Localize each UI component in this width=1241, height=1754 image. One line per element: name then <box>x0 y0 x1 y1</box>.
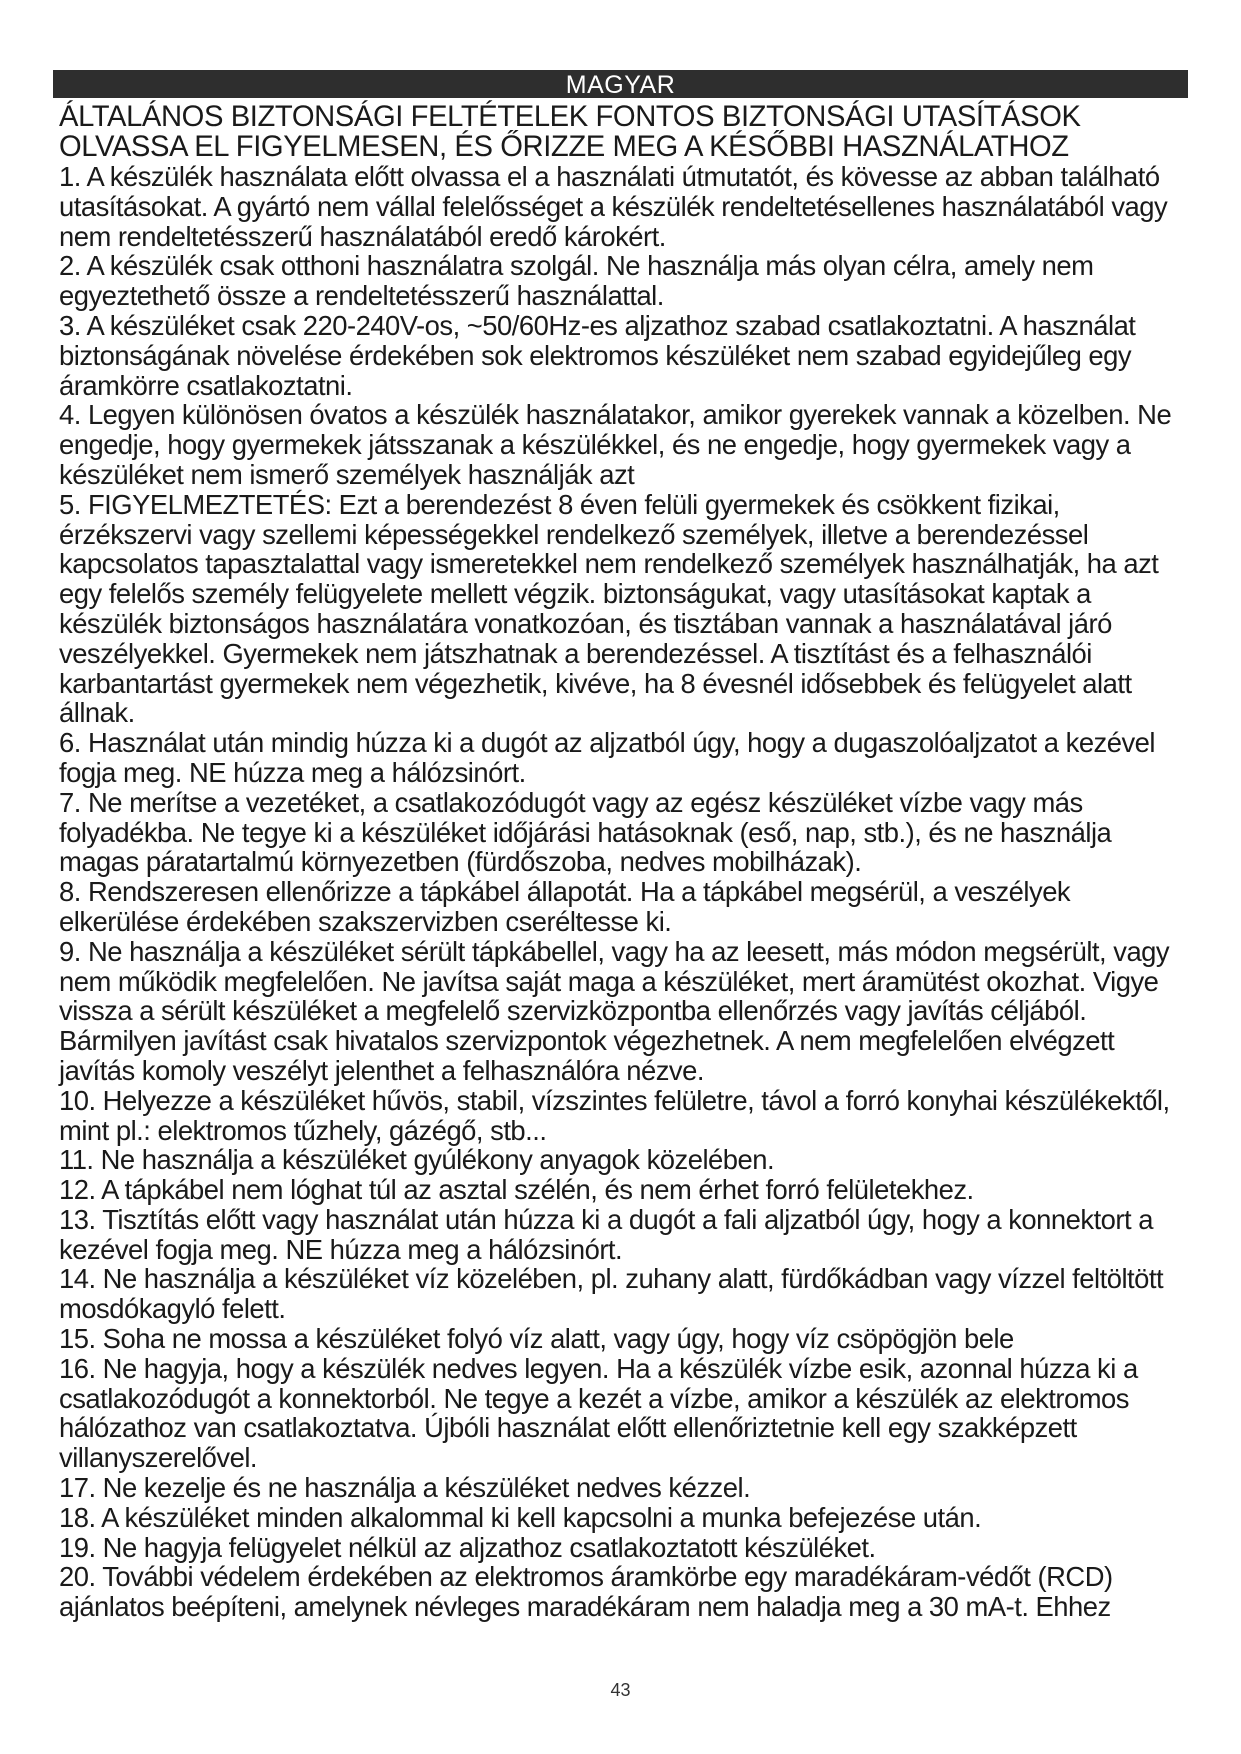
instruction-item-18: 18. A készüléket minden alkalommal ki kell kapcsolni a munka befejezése után. <box>59 1501 982 1533</box>
instruction-list <box>59 162 1193 1622</box>
instruction-item-7: 7. Ne merítse a vezetéket, a csatlakozódugót vagy az egész készüléket vízbe vagy más folyadékba. Ne tegye ki a készüléket időjárási hatásoknak (eső, nap, stb.), és ne használja magas páratartalmú környezetben (fürdőszoba, nedves mobilházak). <box>59 786 1112 878</box>
instruction-item-5: 5. FIGYELMEZTETÉS: Ezt a berendezést 8 éven felüli gyermekek és csökkent fizikai, érzékszervi vagy szellemi képességekkel rendelkező személyek, illetve a berendezéssel kapcsolatos tapasztalattal vagy ismeretekkel nem rendelkező személyek használhatják, ha azt egy felelős személy felügyelete mellett végzik. biztonságukat, vagy utasításokat kaptak a készülék biztonságos használatára vonatkozóan, és tisztában vannak a használatával járó veszélyekkel. Gyermekek nem játszhatnak a berendezéssel. A tisztítást és a felhasználói karbantartást gyermekek nem végezhetik, kivéve, ha 8 évesnél idősebbek és felügyelet alatt állnak. <box>59 488 1159 729</box>
instruction-item-15: 15. Soha ne mossa a készüléket folyó víz alatt, vagy úgy, hogy víz csöpögjön bele <box>59 1323 1014 1355</box>
instruction-item-20: 20. További védelem érdekében az elektromos áramkörbe egy maradékáram-védőt (RCD) ajánlatos beépíteni, amelynek névleges maradékáram nem haladja meg a 30 mA-t. Ehhez <box>59 1561 1113 1623</box>
instruction-item-6: 6. Használat után mindig húzza ki a dugót az aljzatból úgy, hogy a dugaszolóaljzatot a kezével fogja meg. NE húzza meg a hálózsinórt. <box>59 727 1155 788</box>
language-header-bar: MAGYAR <box>53 70 1188 98</box>
instruction-item-11: 11. Ne használja a készüléket gyúlékony anyagok közelében. <box>59 1144 775 1176</box>
instruction-item-10: 10. Helyezze a készüléket hűvös, stabil, vízszintes felületre, távol a forró konyhai készülékektől, mint pl.: elektromos tűzhely, gázégő, stb... <box>59 1084 1170 1146</box>
instruction-item-2: 2. A készülék csak otthoni használatra szolgál. Ne használja más olyan célra, amely nem egyeztethető össze a rendeltetésszerű használattal. <box>59 250 1094 312</box>
instruction-item-9: 9. Ne használja a készüléket sérült tápkábellel, vagy ha az leesett, más módon megsérült, vagy nem működik megfelelően. Ne javítsa saját maga a készüléket, mert áramütést okozhat. Vigye vissza a sérült készüléket a megfelelő szervizközpontba ellenőrzés vagy javítás céljából. Bármilyen javítást csak hivatalos szervizpontok végezhetnek. A nem megfelelően elvégzett javítás komoly veszélyt jelenthet a felhasználóra nézve. <box>59 935 1170 1086</box>
instruction-item-8: 8. Rendszeresen ellenőrizze a tápkábel állapotát. Ha a tápkábel megsérül, a veszélyek elkerülése érdekében szakszervizben cseréltesse ki. <box>59 876 1071 937</box>
instruction-item-16: 16. Ne hagyja, hogy a készülék nedves legyen. Ha a készülék vízbe esik, azonnal húzza ki a csatlakozódugót a konnektorból. Ne tegye a kezét a vízbe, amikor a készülék az elektromos hálózathoz van csatlakoztatva. Újbóli használat előtt ellenőriztetnie kell egy szakképzett villanyszerelővel. <box>59 1352 1138 1474</box>
section-title: ÁLTALÁNOS BIZTONSÁGI FELTÉTELEK FONTOS BIZTONSÁGI UTASÍTÁSOK OLVASSA EL FIGYELMESEN, ÉS ŐRIZZE MEG A KÉSŐBBI HASZNÁLATHOZ <box>59 101 1081 163</box>
instruction-item-12: 12. A tápkábel nem lóghat túl az asztal szélén, és nem érhet forró felületekhez. <box>59 1174 974 1206</box>
instruction-item-4: 4. Legyen különösen óvatos a készülék használatakor, amikor gyerekek vannak a közelben. Ne engedje, hogy gyermekek játsszanak a készülékkel, és ne engedje, hogy gyermekek vagy a készüléket nem ismerő személyek használják azt <box>59 399 1172 490</box>
instruction-item-14: 14. Ne használja a készüléket víz közelében, pl. zuhany alatt, fürdőkádban vagy vízzel feltöltött mosdókagyló felett. <box>59 1263 1164 1325</box>
instruction-item-1: 1. A készülék használata előtt olvassa el a használati útmutatót, és kövesse az abban található utasításokat. A gyártó nem vállal felelősséget a készülék rendeltetésellenes használatából vagy nem rendeltetésszerű használatából eredő károkért. <box>59 161 1168 252</box>
instruction-item-17: 17. Ne kezelje és ne használja a készüléket nedves kézzel. <box>59 1472 751 1504</box>
page-number: 43 <box>610 1680 631 1700</box>
instruction-item-3: 3. A készüléket csak 220-240V-os, ~50/60Hz-es aljzathoz szabad csatlakoztatni. A használat biztonságának növelése érdekében sok elektromos készüléket nem szabad egyidejűleg egy áramkörre csatlakoztatni. <box>59 309 1136 401</box>
instruction-item-19: 19. Ne hagyja felügyelet nélkül az aljzathoz csatlakoztatott készüléket. <box>59 1531 876 1563</box>
instruction-item-13: 13. Tisztítás előtt vagy használat után húzza ki a dugót a fali aljzatból úgy, hogy a konnektort a kezével fogja meg. NE húzza meg a hálózsinórt. <box>59 1203 1153 1265</box>
safety-instructions-section <box>59 102 1193 1622</box>
